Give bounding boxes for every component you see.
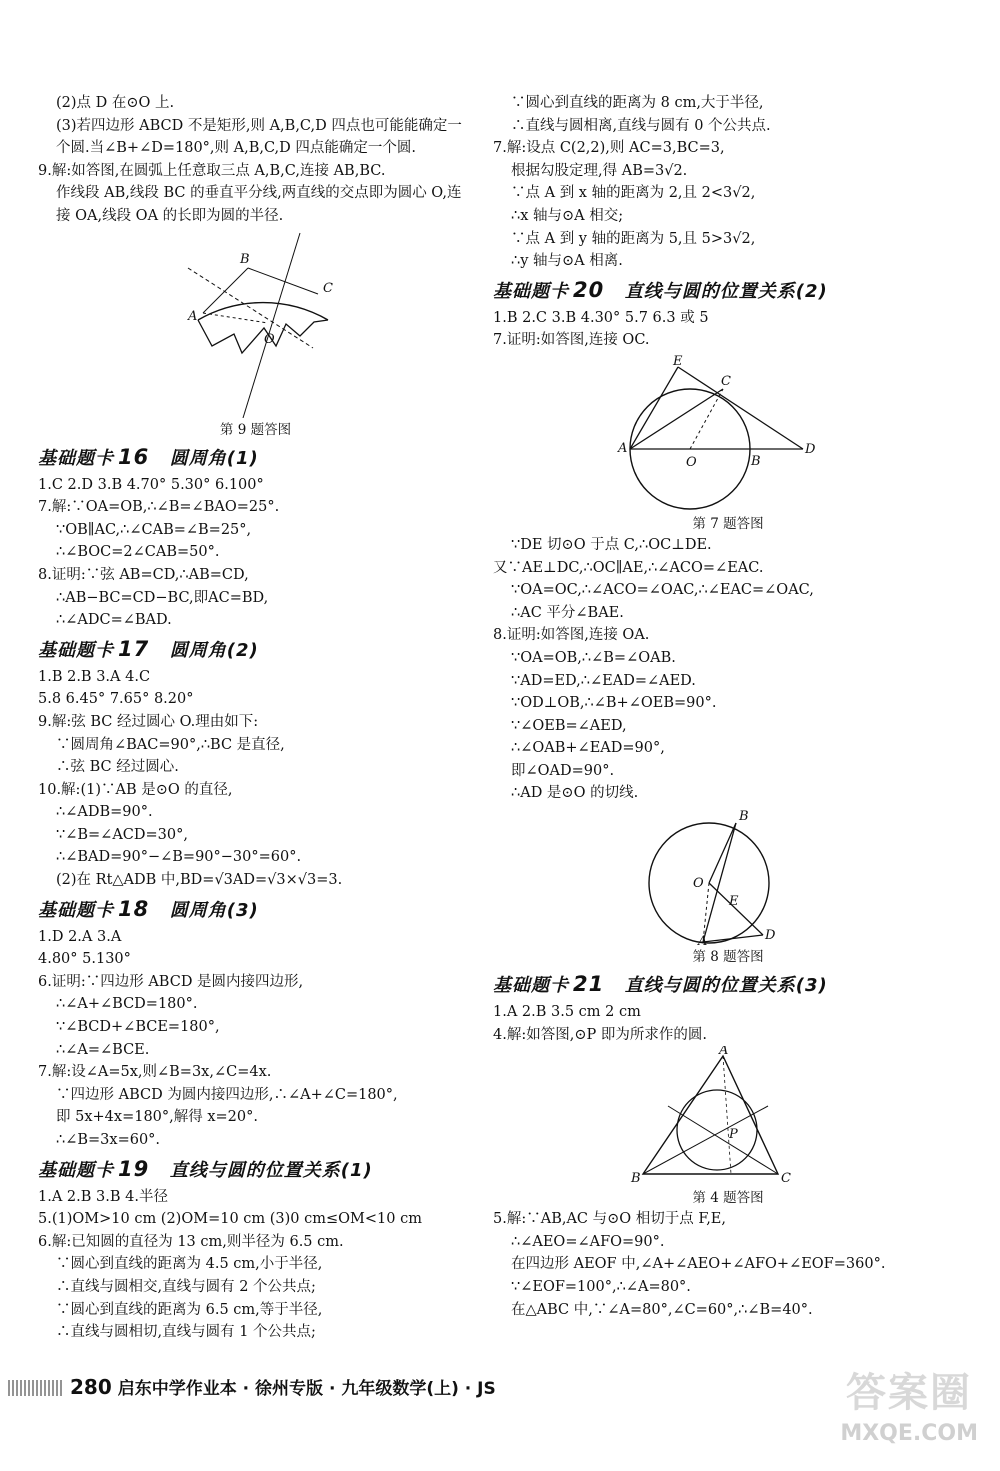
section-heading-19 bbox=[38, 1154, 473, 1186]
text-line: 9.解:弦 BC 经过圆心 O.理由如下: bbox=[38, 713, 259, 730]
section-title: 基础题卡 bbox=[38, 899, 114, 921]
text-line: ∵圆心到直线的距离为 6.5 cm,等于半径, bbox=[56, 1301, 323, 1318]
text-line: 7.解:设∠A=5x,则∠B=3x,∠C=4x. bbox=[38, 1064, 272, 1081]
text-line: ∴∠B=3x=60°. bbox=[56, 1132, 161, 1148]
label-b: B bbox=[751, 453, 761, 469]
label-d: D bbox=[805, 441, 816, 457]
section-heading-16 bbox=[38, 442, 473, 474]
text-line: ∵圆周角∠BAC=90°,∴BC 是直径, bbox=[56, 736, 285, 753]
figure-q9-diagram bbox=[38, 228, 473, 418]
text-line: 5.解:∵AB,AC 与⊙O 相切于点 F,E, bbox=[493, 1211, 726, 1228]
figure-q7-diagram bbox=[493, 352, 963, 512]
text-line: ∵∠B=∠ACD=30°, bbox=[56, 826, 188, 843]
text-line: 6.解:已知圆的直径为 13 cm,则半径为 6.5 cm. bbox=[38, 1233, 344, 1250]
text-line: ∵OB∥AC,∴∠CAB=∠B=25°, bbox=[56, 521, 252, 538]
text-line: 即∠OAD=90°. bbox=[511, 762, 615, 779]
page-number: 280 bbox=[70, 1375, 112, 1399]
figure-q8 bbox=[493, 805, 963, 945]
figure-caption: 第 7 题答图 bbox=[692, 515, 764, 532]
text-line: ∵圆心到直线的距离为 4.5 cm,小于半径, bbox=[56, 1256, 323, 1273]
text-line: ∵∠BCD+∠BCE=180°, bbox=[56, 1019, 220, 1036]
text-line: ∴∠ADC=∠BAD. bbox=[56, 612, 172, 629]
figure-caption: 第 4 题答图 bbox=[692, 1190, 764, 1207]
section-topic: 直线与圆的位置关系(2) bbox=[624, 280, 828, 302]
watermark-logo: 答案圈 bbox=[846, 1370, 972, 1416]
text-line: 10.解:(1)∵AB 是⊙O 的直径, bbox=[38, 781, 233, 798]
text-line: 5.(1)OM>10 cm (2)OM=10 cm (3)0 cm≤OM<10 cm bbox=[38, 1211, 422, 1228]
section-number: 21 bbox=[573, 972, 605, 997]
book-title: 启东中学作业本 · 徐州专版 · 九年级数学(上) · JS bbox=[117, 1379, 496, 1399]
text-line: ∴AD 是⊙O 的切线. bbox=[511, 785, 639, 802]
text-line: ∵OA=OC,∴∠ACO=∠OAC,∴∠EAC=∠OAC, bbox=[511, 582, 814, 599]
text-line: ∴直线与圆相离,直线与圆有 0 个公共点. bbox=[511, 117, 771, 134]
text-line: ∴直线与圆相切,直线与圆有 1 个公共点; bbox=[56, 1324, 316, 1341]
label-c: C bbox=[323, 280, 333, 296]
label-b: B bbox=[631, 1171, 641, 1187]
text-line: 1.A 2.B 3.5 cm 2 cm bbox=[493, 1004, 641, 1021]
text-line: ∴∠ADB=90°. bbox=[56, 804, 153, 821]
figure-q7 bbox=[493, 352, 963, 512]
figure-q4-diagram bbox=[493, 1046, 963, 1186]
section-title: 基础题卡 bbox=[493, 975, 569, 997]
text-line: 4.80° 5.130° bbox=[38, 951, 131, 968]
text-line: ∴AC 平分∠BAE. bbox=[511, 604, 624, 621]
label-a: A bbox=[719, 1046, 729, 1059]
text-line: ∵∠EOF=100°,∴∠A=80°. bbox=[511, 1279, 691, 1296]
section-number: 17 bbox=[118, 636, 150, 661]
text-line: ∴∠BAD=90°−∠B=90°−30°=60°. bbox=[56, 849, 302, 866]
label-e: E bbox=[673, 353, 683, 369]
label-e: E bbox=[729, 894, 739, 910]
section-number: 20 bbox=[573, 277, 605, 302]
section-topic: 圆周角(3) bbox=[169, 899, 259, 921]
text-line: ∴x 轴与⊙A 相交; bbox=[511, 207, 624, 224]
text-line: ∴弦 BC 经过圆心. bbox=[56, 759, 179, 776]
section-topic: 圆周角(2) bbox=[169, 639, 259, 661]
text-line: ∴y 轴与⊙A 相离. bbox=[511, 253, 623, 270]
text-line: 4.解:如答图,⊙P 即为所求作的圆. bbox=[493, 1026, 707, 1043]
text-line: ∵四边形 ABCD 为圆内接四边形,∴∠A+∠C=180°, bbox=[56, 1086, 398, 1103]
footer-pattern bbox=[8, 1380, 64, 1396]
label-b: B bbox=[240, 251, 250, 267]
text-line: 7.证明:如答图,连接 OC. bbox=[493, 332, 650, 349]
section-title: 基础题卡 bbox=[38, 639, 114, 661]
label-a: A bbox=[698, 934, 708, 946]
text-line: 作线段 AB,线段 BC 的垂直平分线,两直线的交点即为圆心 O,连接 OA,线段 OA 的长即为圆的半径. bbox=[56, 185, 462, 224]
figure-caption: 第 8 题答图 bbox=[692, 949, 764, 966]
text-line: 5.8 6.45° 7.65° 8.20° bbox=[38, 691, 194, 708]
section-title: 基础题卡 bbox=[38, 447, 114, 469]
text-line: 9.解:如答图,在圆弧上任意取三点 A,B,C,连接 AB,BC. bbox=[38, 162, 386, 179]
watermark bbox=[832, 1351, 982, 1461]
text-line: ∴∠BOC=2∠CAB=50°. bbox=[56, 544, 220, 561]
text-line: ∴∠A+∠BCD=180°. bbox=[56, 996, 198, 1013]
section-topic: 直线与圆的位置关系(3) bbox=[624, 975, 828, 997]
text-line: 1.A 2.B 3.B 4.半径 bbox=[38, 1188, 168, 1205]
figure-q8-diagram bbox=[493, 805, 963, 945]
section-title: 基础题卡 bbox=[493, 280, 569, 302]
text-line: ∵OA=OB,∴∠B=∠OAB. bbox=[511, 649, 676, 666]
label-d: D bbox=[765, 928, 776, 944]
text-line: ∴∠A=∠BCE. bbox=[56, 1041, 150, 1058]
section-heading-21 bbox=[493, 969, 963, 1001]
page-footer bbox=[8, 1374, 496, 1399]
section-topic: 直线与圆的位置关系(1) bbox=[169, 1159, 373, 1181]
text-line: ∵OD⊥OB,∴∠B+∠OEB=90°. bbox=[511, 695, 717, 712]
text-line: ∵DE 切⊙O 于点 C,∴OC⊥DE. bbox=[511, 536, 712, 553]
label-o: O bbox=[693, 876, 704, 892]
section-heading-17 bbox=[38, 634, 473, 666]
label-o: O bbox=[686, 454, 697, 470]
text-line: 6.证明:∵四边形 ABCD 是圆内接四边形, bbox=[38, 973, 304, 990]
text-line: 1.B 2.B 3.A 4.C bbox=[38, 668, 151, 685]
text-line: 根据勾股定理,得 AB=3√2. bbox=[511, 162, 688, 179]
section-number: 18 bbox=[118, 896, 150, 921]
right-column bbox=[493, 92, 963, 1321]
text-line: ∵∠OEB=∠AED, bbox=[511, 717, 627, 734]
text-line: 1.D 2.A 3.A bbox=[38, 928, 122, 945]
text-line: ∴直线与圆相交,直线与圆有 2 个公共点; bbox=[56, 1278, 316, 1295]
text-line: (2)点 D 在⊙O 上. bbox=[56, 95, 175, 111]
text-line: (3)若四边形 ABCD 不是矩形,则 A,B,C,D 四点也可能能确定一个圆.当∠B+∠D=180°,则 A,B,C,D 四点能确定一个圆. bbox=[56, 117, 462, 157]
text-line: ∵圆心到直线的距离为 8 cm,大于半径, bbox=[511, 95, 764, 111]
figure-caption: 第 9 题答图 bbox=[219, 421, 292, 438]
label-a: A bbox=[618, 440, 628, 456]
label-b: B bbox=[739, 809, 749, 825]
text-line: ∴∠OAB+∠EAD=90°, bbox=[511, 740, 665, 757]
text-line: 7.解:设点 C(2,2),则 AC=3,BC=3, bbox=[493, 140, 725, 157]
section-number: 19 bbox=[118, 1156, 150, 1181]
section-title: 基础题卡 bbox=[38, 1159, 114, 1181]
text-line: 又∵AE⊥DC,∴OC∥AE,∴∠ACO=∠EAC. bbox=[493, 559, 764, 576]
watermark-url: MXQE.COM bbox=[840, 1421, 978, 1446]
section-heading-20 bbox=[493, 275, 963, 307]
label-c: C bbox=[721, 373, 731, 389]
text-line: ∴∠AEO=∠AFO=90°. bbox=[511, 1233, 665, 1250]
text-line: 8.证明:如答图,连接 OA. bbox=[493, 627, 650, 644]
figure-q4 bbox=[493, 1046, 963, 1186]
label-p: P bbox=[729, 1127, 738, 1143]
section-topic: 圆周角(1) bbox=[169, 447, 259, 469]
figure-q9 bbox=[38, 228, 473, 418]
text-line: 1.B 2.C 3.B 4.30° 5.7 6.3 或 5 bbox=[493, 309, 709, 326]
left-column bbox=[38, 92, 473, 1344]
text-line: 在△ABC 中,∵∠A=80°,∠C=60°,∴∠B=40°. bbox=[511, 1301, 813, 1318]
text-line: ∴AB−BC=CD−BC,即AC=BD, bbox=[56, 589, 269, 606]
text-line: ∵点 A 到 y 轴的距离为 5,且 5>3√2, bbox=[511, 230, 756, 247]
section-heading-18 bbox=[38, 894, 473, 926]
text-line: 8.证明:∵弦 AB=CD,∴AB=CD, bbox=[38, 566, 249, 583]
text-line: 即 5x+4x=180°,解得 x=20°. bbox=[56, 1109, 258, 1126]
label-a: A bbox=[188, 308, 198, 324]
label-o: O bbox=[264, 331, 275, 347]
text-line: 在四边形 AEOF 中,∠A+∠AEO+∠AFO+∠EOF=360°. bbox=[511, 1256, 886, 1273]
section-number: 16 bbox=[118, 444, 150, 469]
text-line: ∵点 A 到 x 轴的距离为 2,且 2<3√2, bbox=[511, 185, 756, 202]
text-line: 7.解:∵OA=OB,∴∠B=∠BAO=25°. bbox=[38, 499, 280, 516]
text-line: 1.C 2.D 3.B 4.70° 5.30° 6.100° bbox=[38, 476, 264, 493]
text-line: (2)在 Rt△ADB 中,BD=√3AD=√3×√3=3. bbox=[56, 872, 343, 889]
text-line: ∵AD=ED,∴∠EAD=∠AED. bbox=[511, 672, 696, 689]
label-c: C bbox=[781, 1171, 791, 1187]
